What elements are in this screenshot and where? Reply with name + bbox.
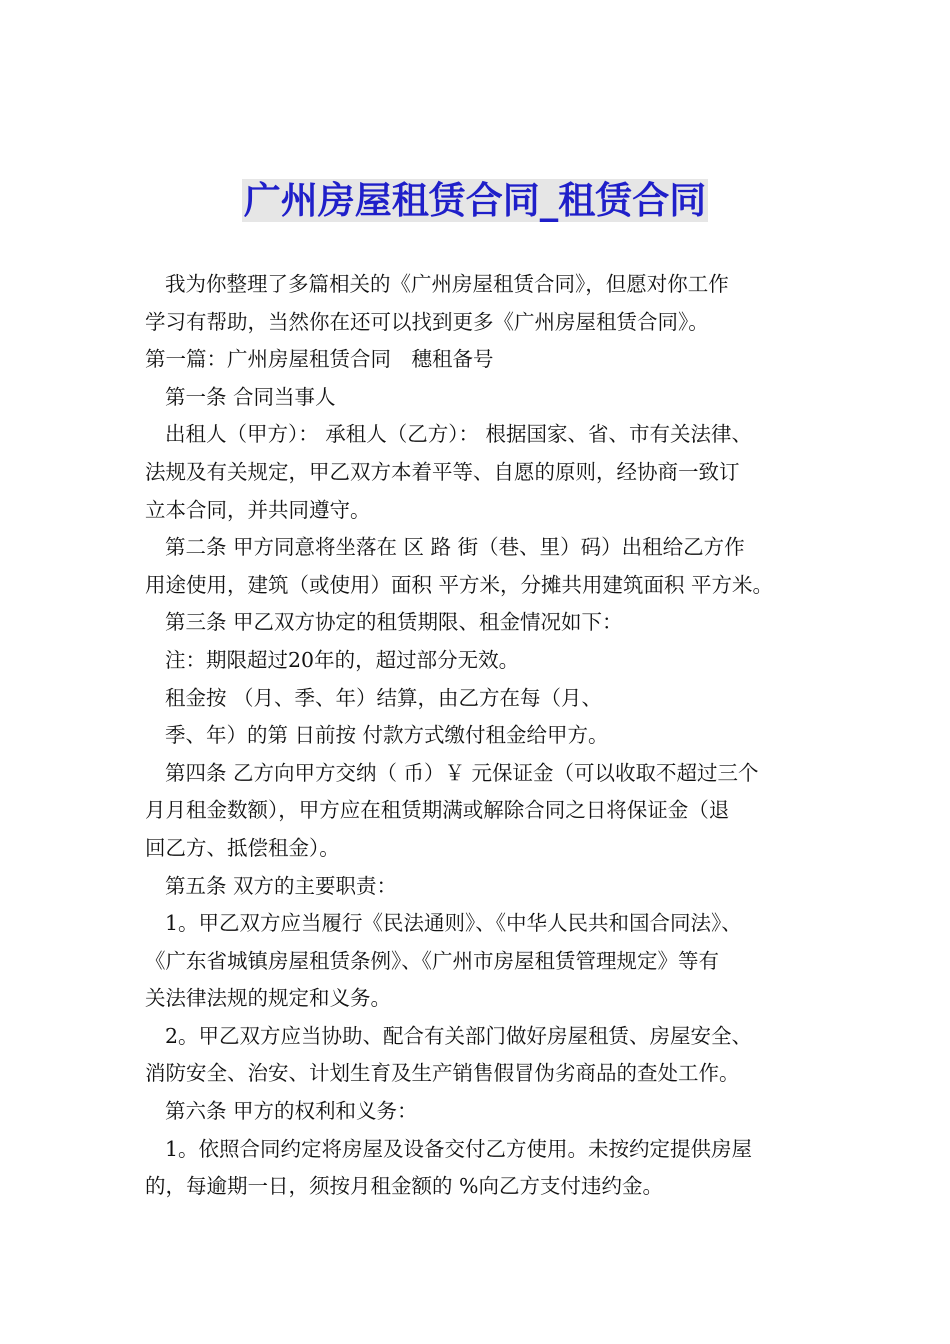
text-line: 的，每逾期一日，须按月租金额的 %向乙方支付违约金。 (145, 1174, 663, 1199)
text-line: 1。依照合同约定将房屋及设备交付乙方使用。未按约定提供房屋 (165, 1136, 753, 1161)
text-line: 第二条 甲方同意将坐落在 区 路 街（巷、里）码）出租给乙方作 (165, 535, 745, 560)
text-line: 第一条 合同当事人 (165, 384, 336, 409)
text-line: 出租人（甲方）： 承租人（乙方）： 根据国家、省、市有关法律、 (165, 422, 753, 447)
text-line: 立本合同，并共同遵守。 (145, 497, 371, 522)
text-line: 用途使用，建筑（或使用）面积 平方米，分摊共用建筑面积 平方米。 (145, 572, 774, 597)
document-body (145, 266, 815, 1206)
document-title (0, 176, 950, 226)
text-line: 1。甲乙双方应当履行《民法通则》、《中华人民共和国合同法》、 (165, 911, 742, 936)
text-line: 关法律法规的规定和义务。 (145, 986, 391, 1011)
text-line: 学习有帮助，当然你在还可以找到更多《广州房屋租赁合同》。 (145, 309, 709, 334)
text-line: 《广东省城镇房屋租赁条例》、《广州市房屋租赁管理规定》等有 (145, 948, 719, 973)
text-line: 第四条 乙方向甲方交纳（ 币）￥ 元保证金（可以收取不超过三个 (165, 760, 759, 785)
text-line: 第三条 甲乙双方协定的租赁期限、租金情况如下： (165, 610, 623, 635)
text-line: 租金按 （月、季、年）结算，由乙方在每（月、 (165, 685, 603, 710)
text-line: 法规及有关规定，甲乙双方本着平等、自愿的原则，经协商一致订 (145, 459, 740, 484)
text-line: 我为你整理了多篇相关的《广州房屋租赁合同》，但愿对你工作 (165, 272, 729, 296)
text-line: 2。甲乙双方应当协助、配合有关部门做好房屋租赁、房屋安全、 (165, 1023, 753, 1048)
text-line: 注：期限超过20年的，超过部分无效。 (165, 647, 520, 672)
text-line: 月月租金数额），甲方应在租赁期满或解除合同之日将保证金（退 (145, 798, 730, 823)
text-line: 第一篇：广州房屋租赁合同 穗租备号 (145, 347, 494, 372)
text-line: 第六条 甲方的权利和义务： (165, 1099, 418, 1124)
text-line: 第五条 双方的主要职责： (165, 873, 398, 898)
document-title-text: 广州房屋租赁合同_租赁合同 (243, 179, 707, 222)
text-line: 消防安全、治安、计划生育及生产销售假冒伪劣商品的查处工作。 (145, 1061, 740, 1086)
text-line: 季、年）的第 日前按 付款方式缴付租金给甲方。 (165, 723, 609, 748)
text-line: 回乙方、抵偿租金）。 (145, 835, 340, 860)
